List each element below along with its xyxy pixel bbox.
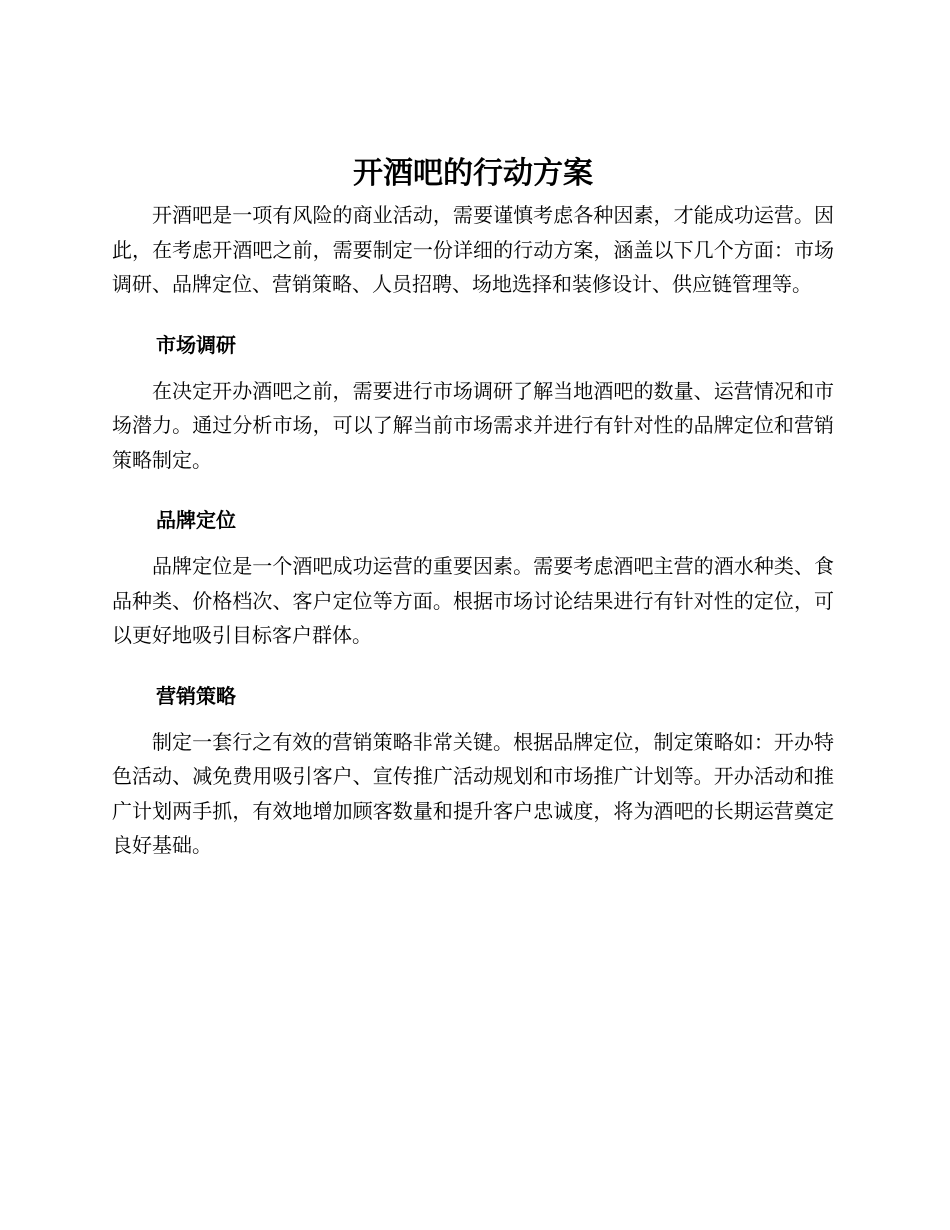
section-heading-market-research: 市场调研 xyxy=(156,332,236,357)
section-body-brand-positioning: 品牌定位是一个酒吧成功运营的重要因素。需要考虑酒吧主营的酒水种类、食品种类、价格档次、客户定位等方面。根据市场讨论结果进行有针对性的定位，可以更好地吸引目标客户群体。 xyxy=(112,554,834,647)
spacer xyxy=(112,653,834,667)
spacer xyxy=(112,302,834,316)
intro-paragraph: 开酒吧是一项有风险的商业活动，需要谨慎考虑各种因素，才能成功运营。因此，在考虑开酒吧之前，需要制定一份详细的行动方案，涵盖以下几个方面：市场调研、品牌定位、营销策略、人员招聘、场地选择和装修设计、供应链管理等。 xyxy=(112,203,834,296)
document-content xyxy=(112,150,834,863)
section-body-marketing-strategy: 制定一套行之有效的营销策略非常关键。根据品牌定位，制定策略如：开办特色活动、减免费用吸引客户、宣传推广活动规划和市场推广计划等。开办活动和推广计划两手抓，有效地增加顾客数量和提升客户忠诚度，将为酒吧的长期运营奠定良好基础。 xyxy=(112,729,834,857)
document-title: 开酒吧的行动方案 xyxy=(353,156,593,191)
section-heading-marketing-strategy: 营销策略 xyxy=(156,683,236,708)
section-heading-brand-positioning: 品牌定位 xyxy=(156,508,236,532)
spacer xyxy=(112,477,834,491)
section-body-market-research: 在决定开办酒吧之前，需要进行市场调研了解当地酒吧的数量、运营情况和市场潜力。通过分析市场，可以了解当前市场需求并进行有针对性的品牌定位和营销策略制定。 xyxy=(112,378,834,472)
